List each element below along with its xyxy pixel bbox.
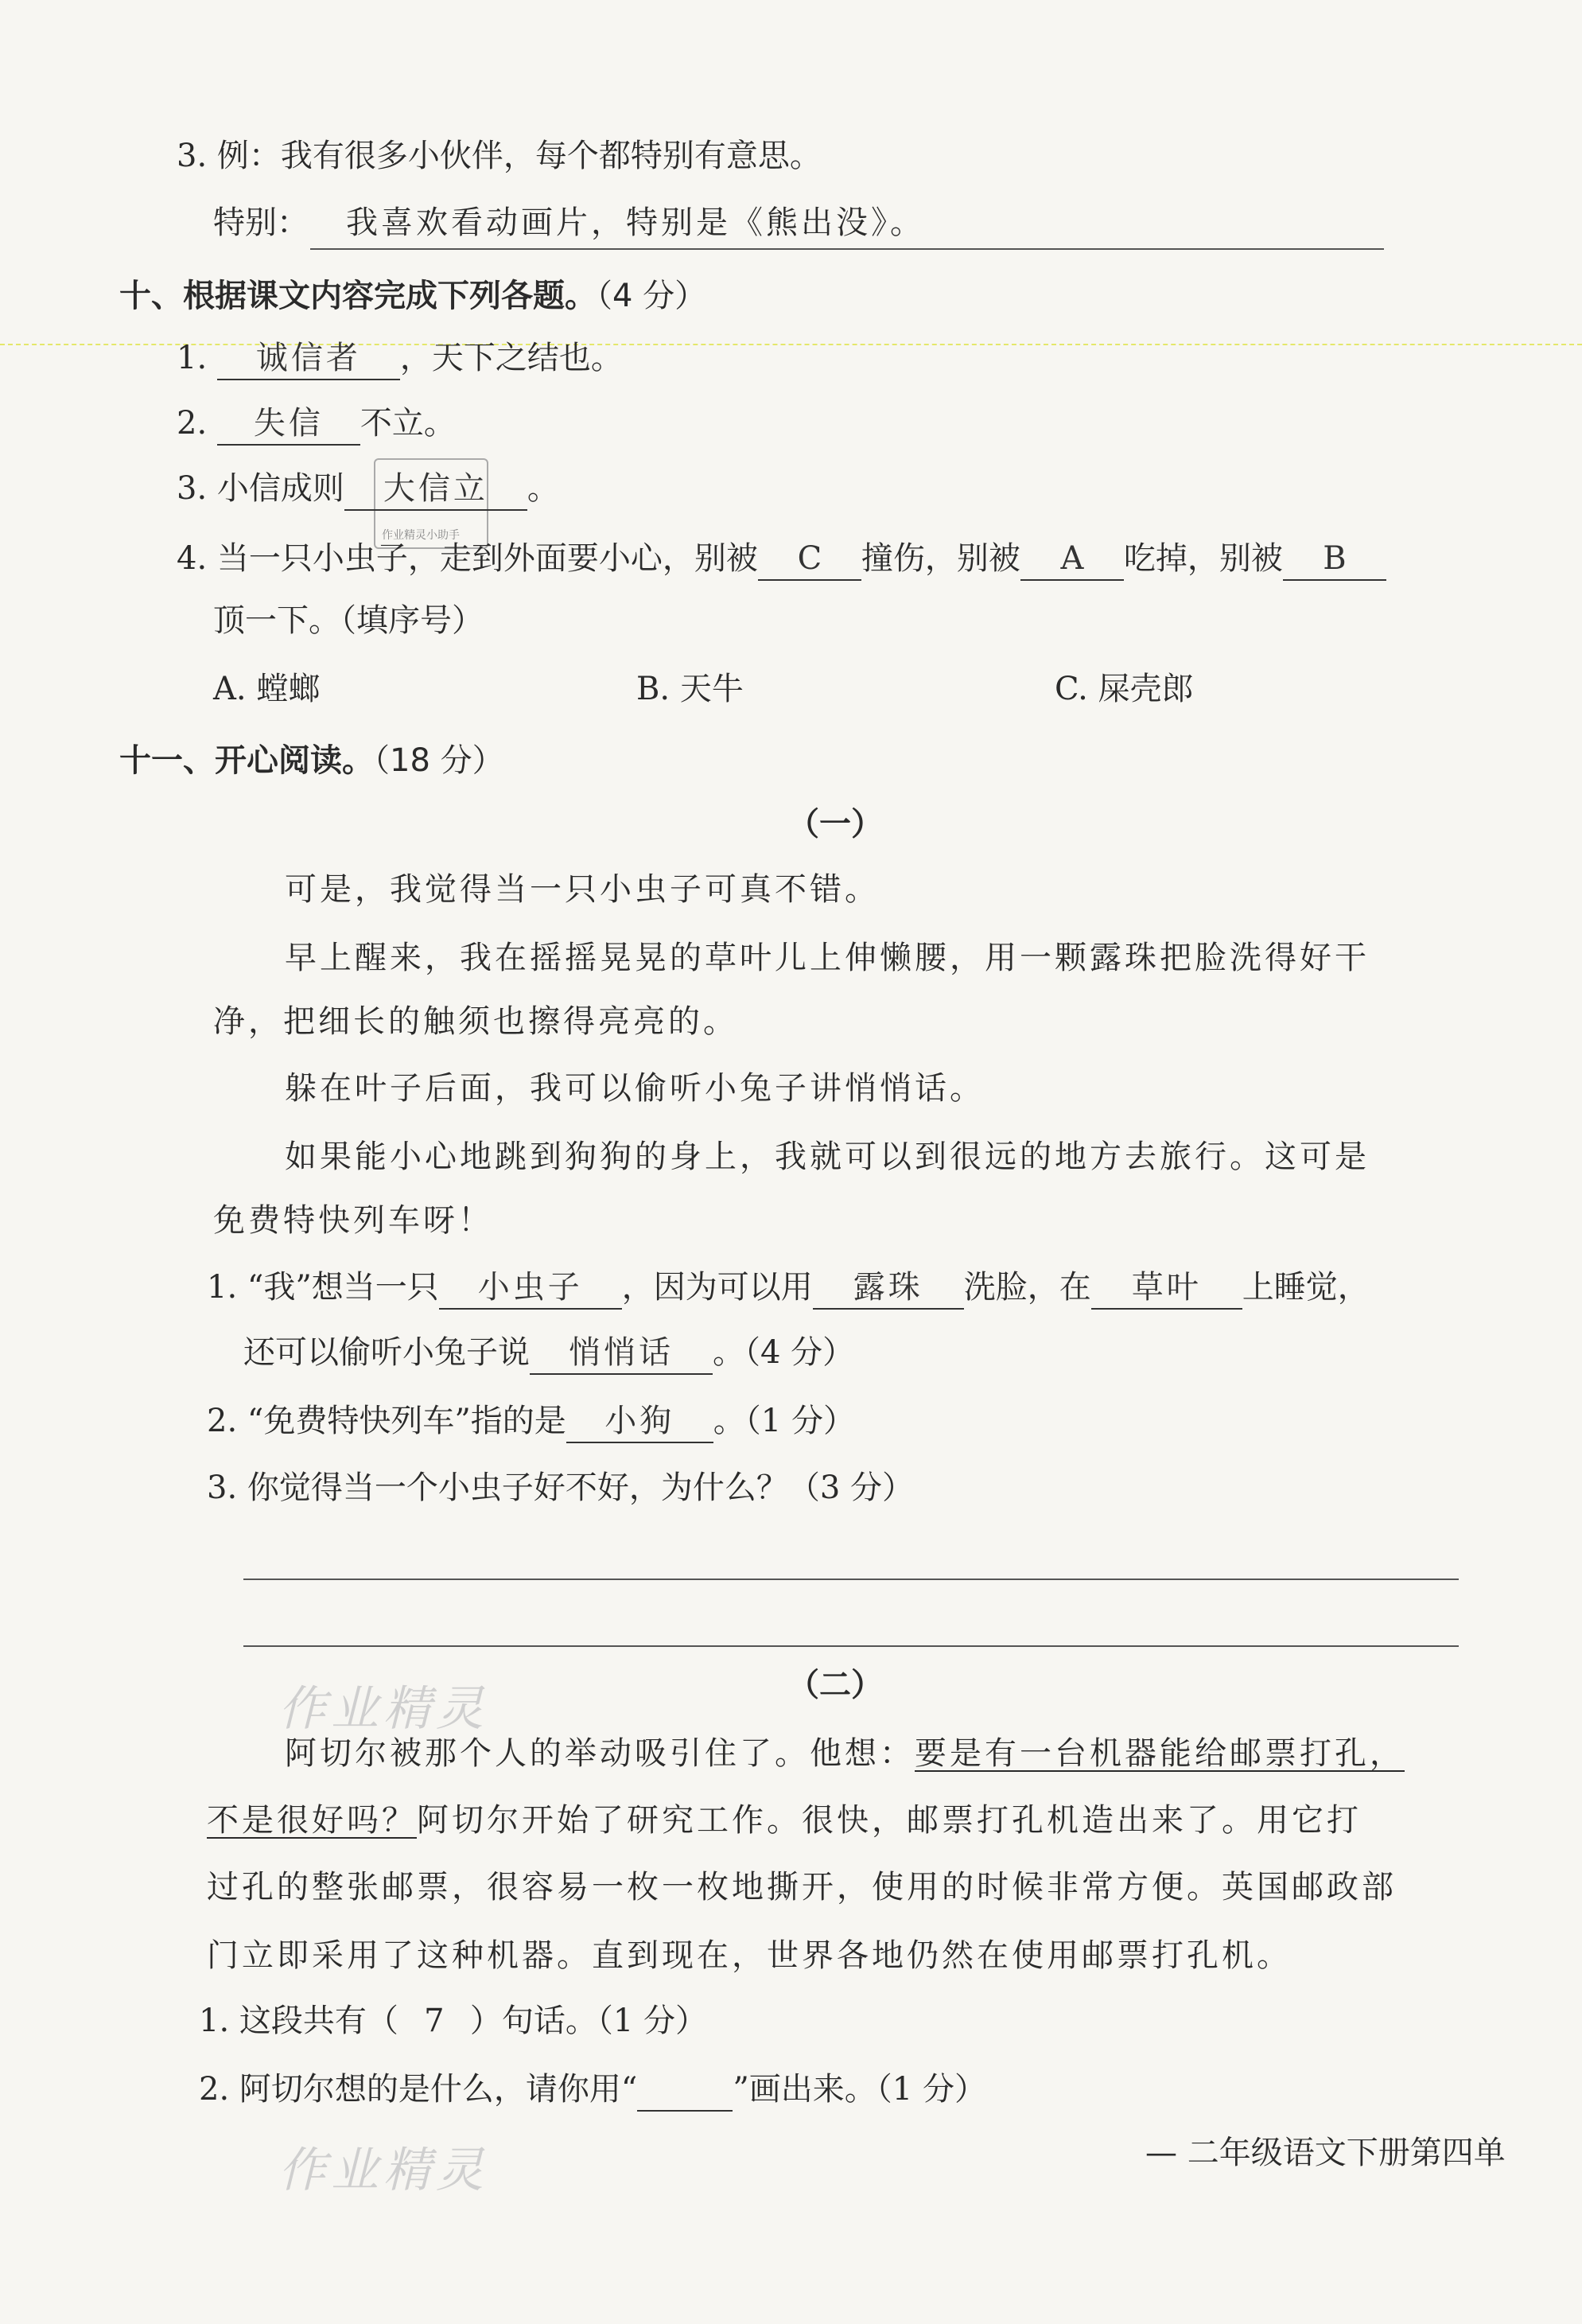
p1-q3-answer-line-2: [243, 1645, 1459, 1647]
p2-q1-text-c: ）句话。（1 分）: [469, 2003, 708, 2039]
p2-q1: [199, 2000, 707, 2042]
section-11-title: [119, 735, 504, 781]
p1-q1-text-e: 还可以偷听小兔子说: [243, 1334, 530, 1371]
q9-3-word: 特别：: [213, 204, 309, 241]
p2-q1-answer: 7: [424, 2003, 445, 2039]
p1-q2-text-c: 。（1 分）: [713, 1403, 855, 1439]
section-10-score: （4 分）: [597, 278, 707, 314]
q10-3: [177, 468, 559, 511]
passage-2-line-1b-underlined: 要是有一台机器能给邮票打孔，: [915, 1735, 1405, 1772]
passage-1-title: （一）: [787, 805, 883, 843]
q10-4-option-a: A. 螳螂: [213, 671, 321, 707]
q10-4-line2: 顶一下。（填序号）: [213, 602, 484, 639]
q10-4-blank-2: A: [1020, 538, 1124, 581]
q10-4: [177, 538, 1386, 581]
p1-q1-line1: [207, 1267, 1370, 1310]
p1-q3-answer-line-1: [243, 1579, 1459, 1580]
watermark-2: 作业精灵: [278, 2143, 488, 2198]
q10-4-text: 4. 当一只小虫子，走到外面要小心，别被: [177, 540, 758, 577]
passage-1-para-3: 躲在叶子后面，我可以偷听小兔子讲悄悄话。: [285, 1070, 985, 1107]
q10-2-blank: 失信: [217, 403, 360, 446]
q10-3-end: 。: [527, 470, 559, 507]
q10-3-blank: 大信立: [344, 468, 527, 511]
p1-q3: 3. 你觉得当一个小虫子好不好，为什么？（3 分）: [207, 1470, 915, 1506]
q10-4-mid-2: 吃掉，别被: [1123, 540, 1283, 577]
q10-4-option-b: B. 天牛: [636, 671, 744, 707]
p1-q1-text-a: 1. “我”想当一只: [207, 1269, 439, 1306]
stamp-text: 作业精灵小助手: [382, 529, 460, 542]
section-11-title-text: 十一、开心阅读。: [119, 742, 374, 779]
passage-1-para-2b: 净，把细长的触须也擦得亮亮的。: [213, 1003, 738, 1040]
q10-4-option-c: C. 屎壳郎: [1055, 671, 1194, 707]
p1-q1-line2: [243, 1332, 854, 1375]
section-10-title-text: 十、根据课文内容完成下列各题。: [119, 278, 597, 314]
passage-2-line-2a-underlined: 不是很好吗？: [207, 1802, 417, 1839]
p1-q1-blank-3: 草叶: [1091, 1267, 1242, 1310]
p1-q2: [207, 1400, 855, 1443]
passage-1-para-4a: 如果能小心地跳到狗狗的身上，我就可以到很远的地方去旅行。这可是: [285, 1139, 1370, 1175]
page-footer: — 二年级语文下册第四单: [1145, 2135, 1506, 2171]
p1-q1-blank-4: 悄悄话: [530, 1332, 713, 1375]
q9-3-answer-line: [310, 248, 1384, 250]
passage-2-line-3: 过孔的整张邮票，很容易一枚一枚地撕开，使用的时候非常方便。英国邮政部: [207, 1869, 1397, 1906]
q10-1-num: 1.: [177, 340, 208, 376]
q10-1: [177, 337, 623, 380]
p1-q1-text-c: 洗脸，在: [963, 1269, 1091, 1306]
passage-2-line-1a: 阿切尔被那个人的举动吸引住了。他想：: [285, 1735, 915, 1772]
passage-2-title: （二）: [787, 1666, 883, 1703]
p2-q2: [199, 2069, 986, 2112]
p1-q1-text-d: 上睡觉，: [1242, 1269, 1370, 1306]
q10-1-rest: ，天下之结也。: [399, 340, 623, 376]
q10-2-num: 2.: [177, 405, 208, 442]
p2-q2-text-a: 2. 阿切尔想的是什么，请你用“: [199, 2071, 638, 2108]
passage-1-para-1: 可是，我觉得当一只小虫子可真不错。: [285, 871, 880, 908]
section-11-score: （18 分）: [374, 742, 504, 779]
q10-4-blank-3: B: [1283, 538, 1386, 581]
p1-q1-blank-1: 小虫子: [439, 1267, 622, 1310]
p1-q2-text-a: 2. “免费特快列车”指的是: [207, 1403, 566, 1439]
passage-2-line-2: [207, 1800, 1362, 1841]
q9-3-answer: 我喜欢看动画片，特别是《熊出没》。: [346, 204, 925, 241]
q10-1-blank: 诚信者: [217, 337, 400, 380]
q10-4-mid-1: 撞伤，别被: [861, 540, 1020, 577]
p1-q1-text-f: 。（4 分）: [713, 1334, 855, 1371]
q9-3-label: 3. 例：我有很多小伙伴，每个都特别有意思。: [177, 138, 822, 174]
p1-q2-blank: 小狗: [566, 1400, 713, 1443]
p1-q1-text-b: ，因为可以用: [621, 1269, 813, 1306]
passage-1-para-4b: 免费特快列车呀！: [213, 1202, 493, 1239]
passage-2-line-4: 门立即采用了这种机器。直到现在，世界各地仍然在使用邮票打孔机。: [207, 1937, 1292, 1974]
passage-2-line-2b: 阿切尔开始了研究工作。很快，邮票打孔机造出来了。用它打: [417, 1802, 1362, 1839]
passage-2-line-1: [285, 1733, 1405, 1774]
q10-2-rest: 不立。: [360, 405, 456, 442]
q10-3-text: 3. 小信成则: [177, 470, 344, 507]
watermark-1: 作业精灵: [278, 1681, 488, 1737]
p2-q2-text-c: ”画出来。（1 分）: [733, 2071, 986, 2108]
passage-1-para-2a: 早上醒来，我在摇摇晃晃的草叶儿上伸懒腰，用一颗露珠把脸洗得好干: [285, 940, 1370, 976]
q10-2: [177, 403, 456, 446]
q10-4-blank-1: C: [758, 538, 861, 581]
p1-q1-blank-2: 露珠: [813, 1267, 964, 1310]
p2-q1-text-a: 1. 这段共有（: [199, 2003, 398, 2039]
section-10-title: [119, 271, 706, 316]
